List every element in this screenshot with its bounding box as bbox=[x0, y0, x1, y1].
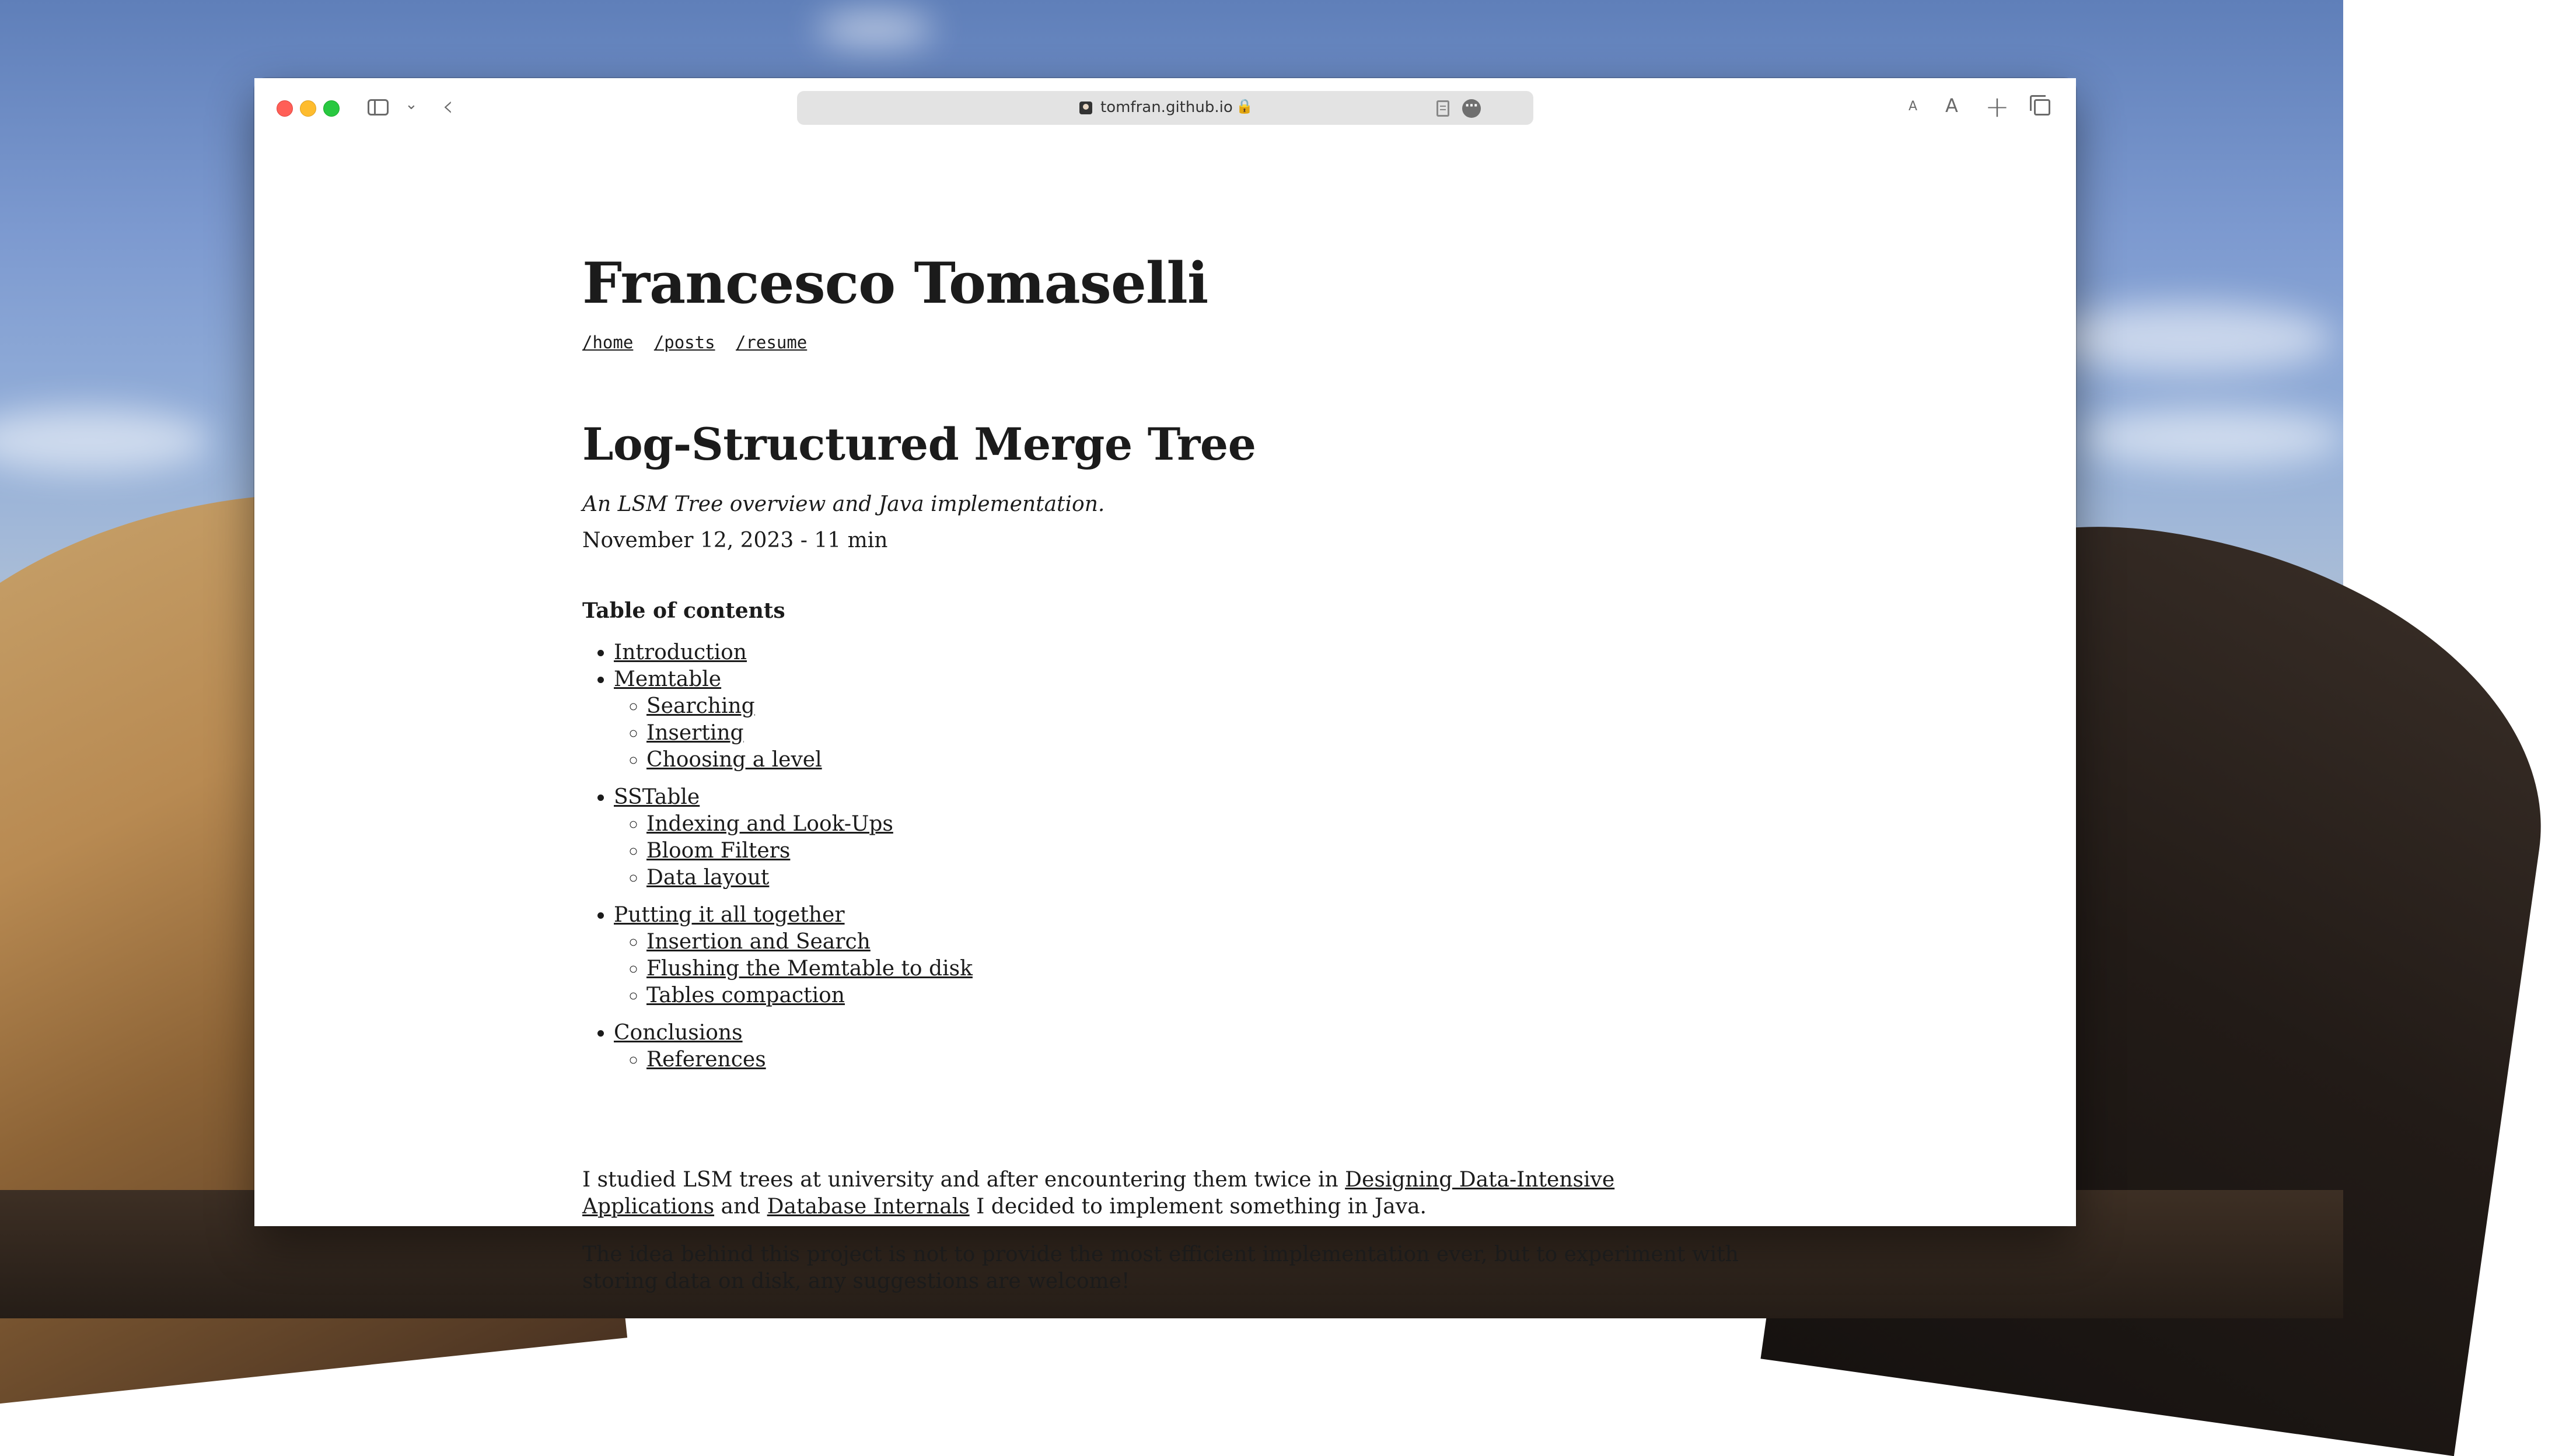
sidebar-toggle-icon[interactable] bbox=[368, 99, 389, 116]
link-ddia[interactable]: Designing Data-Intensive Applications bbox=[582, 1168, 1615, 1219]
post-title: Log-Structured Merge Tree bbox=[582, 418, 1256, 470]
nav-link-resume[interactable]: /resume bbox=[736, 332, 808, 352]
toc-sublist bbox=[614, 929, 973, 1009]
site-nav bbox=[582, 332, 817, 352]
toc-item bbox=[614, 784, 973, 891]
close-window-button[interactable] bbox=[277, 100, 293, 117]
toc-link-sstable[interactable]: SSTable bbox=[614, 785, 700, 809]
toc-link-introduction[interactable]: Introduction bbox=[614, 640, 747, 664]
browser-toolbar bbox=[254, 78, 2076, 139]
toc-link-indexing[interactable]: Indexing and Look-Ups bbox=[646, 812, 893, 836]
toc-sublist bbox=[614, 693, 973, 774]
toc-link-insertion-search[interactable]: Insertion and Search bbox=[646, 930, 871, 954]
toc-sublist bbox=[614, 811, 973, 891]
url-text[interactable]: tomfran.github.io bbox=[1100, 99, 1233, 116]
toc-link-conclusions[interactable]: Conclusions bbox=[614, 1021, 743, 1045]
page-menu-icon[interactable]: ⋯ bbox=[1462, 99, 1481, 118]
idea-paragraph: The idea behind this project is not to provide the most efficient implementation ever, but to experiment with storing data on disk, any suggestions are welcome! bbox=[582, 1242, 1739, 1293]
toc-link-references[interactable]: References bbox=[646, 1048, 766, 1072]
toc-item bbox=[614, 902, 973, 1009]
site-title[interactable]: Francesco Tomaselli bbox=[582, 250, 1208, 316]
increase-font-button[interactable]: A bbox=[1945, 94, 1958, 117]
toc-link-choosing-a-level[interactable]: Choosing a level bbox=[646, 748, 822, 772]
minimize-window-button[interactable] bbox=[300, 100, 316, 117]
post-meta: November 12, 2023 - 11 min bbox=[582, 528, 888, 552]
toc-link-flushing[interactable]: Flushing the Memtable to disk bbox=[646, 957, 973, 981]
toc-link-inserting[interactable]: Inserting bbox=[646, 721, 744, 745]
toc-link-compaction[interactable]: Tables compaction bbox=[646, 984, 845, 1007]
nav-link-home[interactable]: /home bbox=[582, 332, 634, 352]
new-tab-button[interactable]: + bbox=[1985, 90, 2009, 124]
toc-item bbox=[614, 1020, 973, 1073]
site-favicon-icon bbox=[1079, 102, 1092, 114]
maximize-window-button[interactable] bbox=[323, 100, 340, 117]
table-of-contents bbox=[582, 639, 973, 1084]
tab-overview-icon[interactable] bbox=[2034, 99, 2050, 116]
intro-paragraph: I studied LSM trees at university and after encountering them twice in Designing Data-Intensive Applications and Database Internals I decided to implement something in Java. bbox=[582, 1168, 1615, 1219]
nav-link-posts[interactable]: /posts bbox=[653, 332, 715, 352]
toc-link-searching[interactable]: Searching bbox=[646, 694, 755, 718]
toc-link-data-layout[interactable]: Data layout bbox=[646, 866, 770, 890]
address-bar[interactable] bbox=[797, 91, 1533, 125]
decrease-font-button[interactable]: A bbox=[1909, 99, 1918, 114]
chevron-down-icon[interactable]: ⌄ bbox=[405, 96, 418, 113]
toc-link-putting-it-together[interactable]: Putting it all together bbox=[614, 903, 845, 927]
link-database-internals[interactable]: Database Internals bbox=[767, 1195, 970, 1219]
lock-icon: 🔒 bbox=[1236, 98, 1253, 114]
page-content bbox=[254, 139, 2076, 1293]
reader-mode-icon[interactable] bbox=[1436, 100, 1449, 117]
toc-link-memtable[interactable]: Memtable bbox=[614, 667, 722, 691]
browser-window bbox=[254, 78, 2076, 1293]
toc-heading: Table of contents bbox=[582, 598, 785, 623]
toc-item bbox=[614, 639, 973, 666]
post-subtitle: An LSM Tree overview and Java implementation. bbox=[582, 492, 1105, 516]
toc-sublist bbox=[614, 1046, 973, 1073]
toc-link-bloom-filters[interactable]: Bloom Filters bbox=[646, 839, 791, 863]
back-button[interactable]: ‹ bbox=[442, 90, 454, 123]
toc-item bbox=[614, 666, 973, 774]
